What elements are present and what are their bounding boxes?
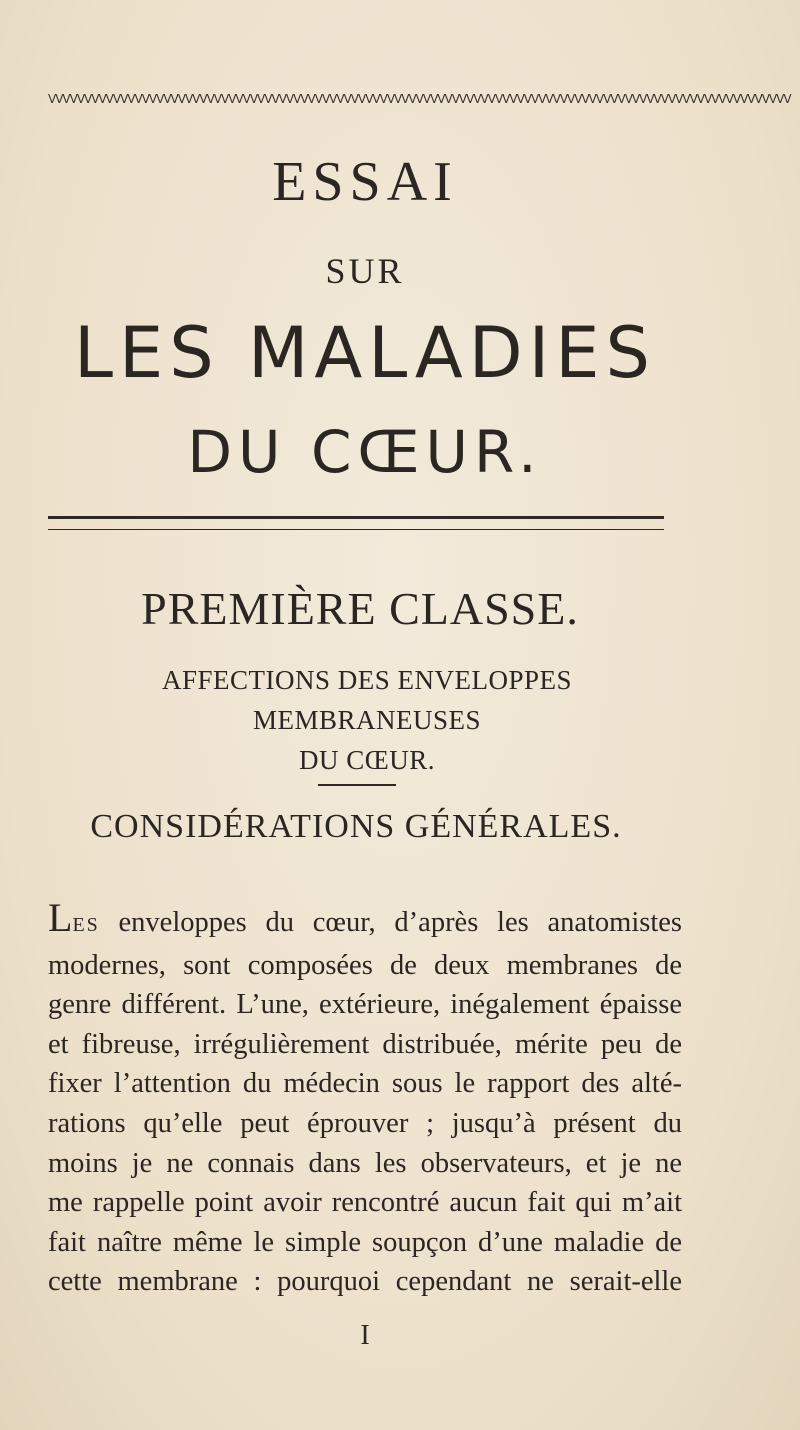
section-subheading (52, 660, 682, 780)
chapter-heading: CONSIDÉRATIONS GÉNÉRALES. (90, 808, 622, 845)
body-line: fait naître même le simple soupçon d’une maladie de (48, 1226, 682, 1258)
body-line: me rappelle point avoir rencontré aucun fait qui m’ait (48, 1187, 682, 1219)
body-line: cette membrane : pourquoi cependant ne serait-elle (48, 1266, 682, 1298)
body-paragraph (48, 895, 682, 1302)
body-line: fixer l’attention du médecin sous le rapport des alté- (48, 1068, 682, 1100)
double-rule-divider (48, 516, 664, 530)
title-sur: SUR (325, 251, 405, 291)
signature-mark: I (360, 1320, 370, 1351)
title-essai: ESSAI (272, 151, 458, 213)
title-les-maladies: LES MALADIES (74, 312, 656, 394)
body-line: et fibreuse, irrégulièrement distribuée, mérite peu de (48, 1028, 682, 1060)
title-du-coeur: DU CŒUR. (187, 418, 543, 486)
body-line: modernes, sont composées de deux membranes de (48, 949, 682, 981)
top-ornament-border: VVVVVVVVVVVVVVVVVVVVVVVVVVVVVVVVVVVVVVVVVVVVVVVVVVVVVVVVVVVVVVVVVVVVVVVVVVVVVVVVVVVVVVVVVVVVVVVVVVVVVVV (48, 92, 791, 106)
drop-letter: L (48, 895, 73, 940)
subheading-line-1: AFFECTIONS DES ENVELOPPES MEMBRANEUSES (161, 665, 573, 735)
body-line-1 (48, 895, 682, 946)
body-line-1-text: enveloppes du cœur, d’après les anatomistes (99, 907, 682, 938)
body-line: genre différent. L’une, extérieure, inégalement épaisse (48, 989, 682, 1021)
body-line: moins je ne connais dans les observateurs, et je ne (48, 1147, 682, 1179)
body-line: rations qu’elle peut éprouver ; jusqu’à présent du (48, 1107, 682, 1139)
subheading-line-2: DU CŒUR. (298, 745, 436, 775)
short-rule-divider (318, 784, 396, 789)
small-caps-rest: ES (72, 914, 100, 936)
section-heading: PREMIÈRE CLASSE. (141, 583, 579, 634)
